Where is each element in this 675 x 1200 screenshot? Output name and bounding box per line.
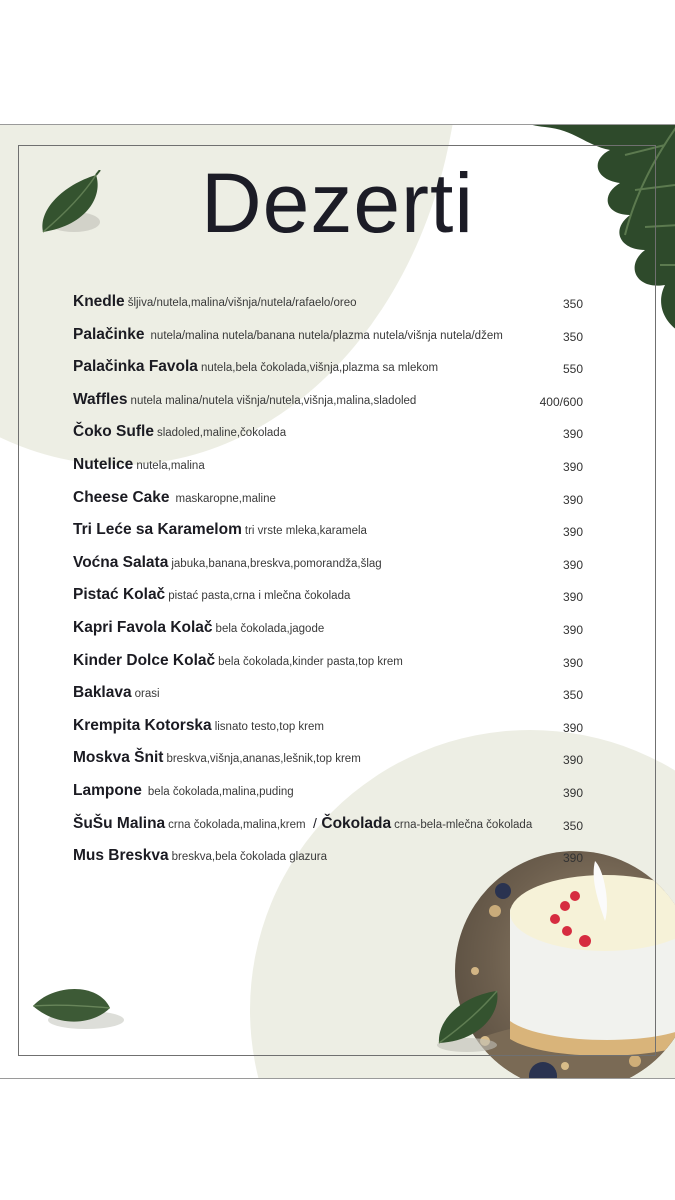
item-description: maskaropne,maline [175, 492, 276, 505]
menu-item [73, 749, 583, 782]
menu-item [73, 619, 583, 652]
item-price: 400/600 [539, 394, 583, 409]
item-price: 550 [562, 362, 583, 377]
item-price: 390 [562, 590, 583, 605]
item-name: Moskva Šnit [73, 749, 164, 767]
item-name: Lampone [73, 781, 142, 799]
item-price: 390 [562, 785, 583, 800]
item-price: 350 [562, 688, 583, 703]
item-price: 350 [562, 329, 583, 344]
item-price: 390 [562, 525, 583, 540]
item-price: 390 [562, 720, 583, 735]
item-name: Čoko Sufle [73, 423, 154, 441]
item-description: nutela/malina nutela/banana nutela/plazma nutela/višnja nutela/džem [150, 329, 503, 342]
menu-item [73, 652, 583, 685]
item-name: Voćna Salata [73, 553, 169, 571]
item-price: 350 [562, 297, 583, 311]
item-description: orasi [134, 688, 160, 701]
item-name: Kapri Favola Kolač [73, 618, 213, 636]
page-title: Dezerti [200, 156, 475, 250]
item-price: 390 [562, 557, 583, 572]
menu-item [73, 586, 583, 619]
item-name: Baklava [73, 684, 132, 702]
item-description: crna čokolada,malina,krem [168, 818, 306, 831]
menu-sheet [0, 124, 675, 1079]
item-name: Nutelice [73, 455, 134, 473]
menu-item [73, 293, 583, 326]
item-price: 350 [562, 818, 583, 833]
leaf-icon-bottom-left [28, 980, 128, 1035]
item-description: sladoled,maline,čokolada [156, 427, 287, 440]
item-name: Palačinke [73, 325, 145, 343]
item-description: breskva,višnja,ananas,lešnik,top krem [166, 753, 361, 766]
item-description: bela čokolada,jagode [215, 622, 325, 635]
menu-item [73, 423, 583, 456]
item-price: 390 [562, 851, 583, 866]
item-description: jabuka,banana,breskva,pomorandža,šlag [171, 557, 382, 570]
item-description: nutela,malina [136, 459, 205, 472]
item-price: 390 [562, 427, 583, 442]
item-description: breskva,bela čokolada glazura [171, 851, 327, 864]
item-name: Palačinka Favola [73, 358, 198, 376]
item-name: Kinder Dolce Kolač [73, 651, 216, 669]
item-name: Knedle [73, 293, 125, 310]
item-description-secondary: crna-bela-mlečna čokolada [394, 818, 533, 831]
item-separator: / [313, 814, 317, 831]
menu-item [73, 782, 583, 815]
leaf-icon-bottom-right [435, 983, 510, 1053]
item-name: Krempita Kotorska [73, 716, 212, 734]
item-name: Pistać Kolač [73, 586, 166, 604]
item-name: ŠuŠu Malina [73, 814, 166, 832]
item-name-secondary: Čokolada [321, 814, 392, 832]
item-description: pistać pasta,crna i mlečna čokolada [168, 590, 351, 603]
item-name: Tri Leće sa Karamelom [73, 521, 242, 539]
item-price: 390 [562, 655, 583, 670]
menu-item [73, 847, 583, 880]
item-description: šljiva/nutela,malina/višnja/nutela/rafaelo/oreo [127, 297, 357, 309]
item-description: nutela,bela čokolada,višnja,plazma sa mlekom [200, 362, 439, 375]
item-name: Mus Breskva [73, 847, 169, 865]
menu-item [73, 456, 583, 489]
menu-item [73, 326, 583, 359]
item-name: Waffles [73, 390, 128, 408]
menu-item [73, 358, 583, 391]
menu-item [73, 391, 583, 424]
menu-item [73, 521, 583, 554]
menu-item [73, 489, 583, 522]
item-description: tri vrste mleka,karamela [244, 525, 367, 538]
item-price: 390 [562, 622, 583, 637]
item-description: nutela malina/nutela višnja/nutela,višnja,malina,sladoled [130, 394, 417, 407]
item-price: 390 [562, 492, 583, 507]
menu-item [73, 815, 583, 848]
menu-item [73, 554, 583, 587]
menu-item [73, 684, 583, 717]
item-description: lisnato testo,top krem [214, 720, 324, 733]
item-description: bela čokolada,malina,puding [147, 785, 294, 798]
menu-item [73, 717, 583, 750]
item-name: Cheese Cake [73, 488, 170, 506]
dessert-menu-list [73, 293, 583, 880]
item-description: bela čokolada,kinder pasta,top krem [218, 655, 403, 668]
item-price: 390 [562, 753, 583, 768]
item-price: 390 [562, 459, 583, 474]
